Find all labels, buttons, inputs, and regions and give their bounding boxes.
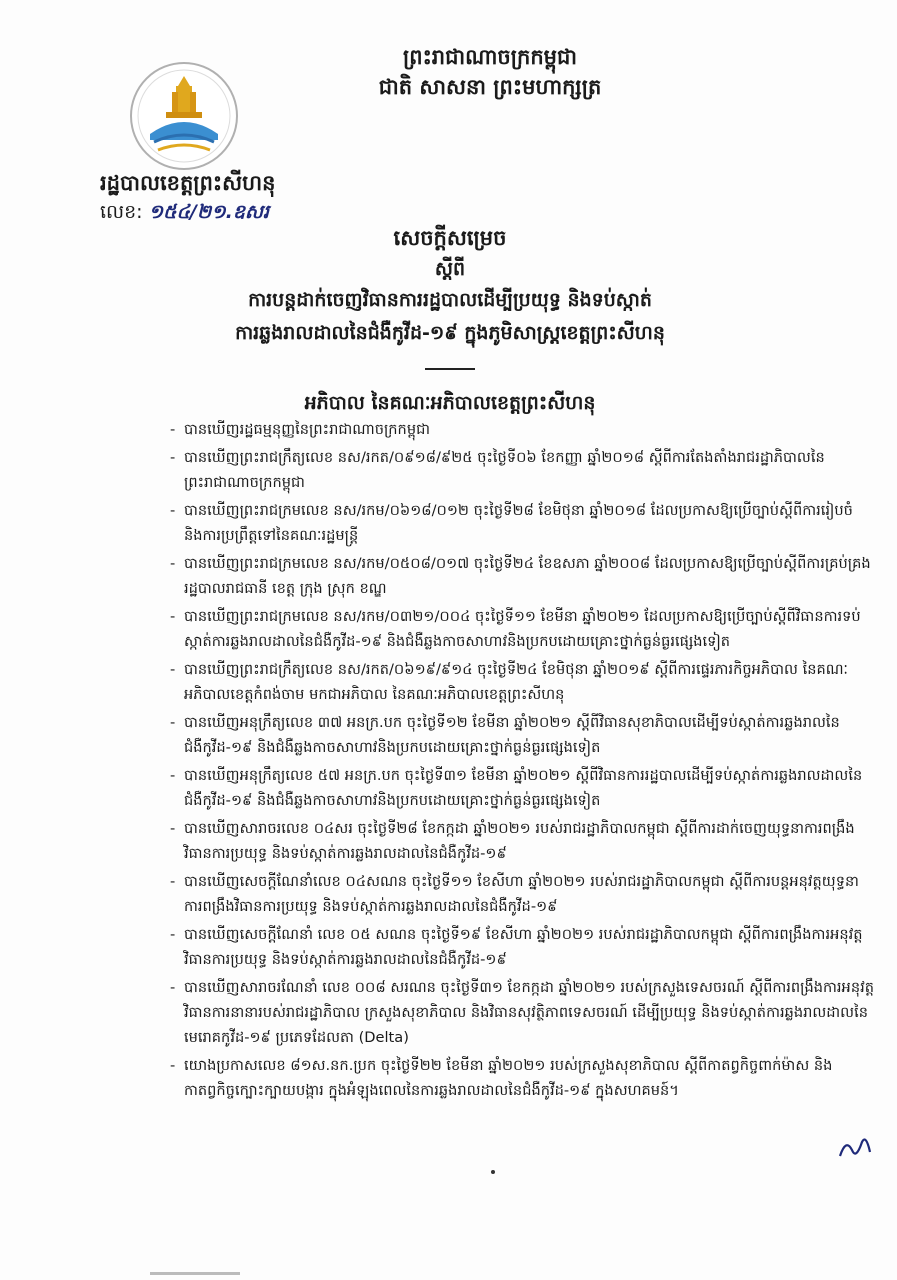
clause-dash: - — [170, 979, 176, 996]
clause-item — [170, 657, 876, 707]
clause-text: បានឃើញព្រះរាជក្រឹត្យលេខ នស/រកត/០៩១៨/៩២៥ ចុះថ្ងៃទី០៦ ខែកញ្ញា ឆ្នាំ២០១៨ ស្តីពីការតែងតាំងរាជរដ្ឋាភិបាលនៃព្រះរាជាណាចក្រកម្ពុជា — [184, 449, 825, 491]
clause-text: បានឃើញអនុក្រឹត្យលេខ ៣៧ អនក្រ.បក ចុះថ្ងៃទី១២ ខែមីនា ឆ្នាំ២០២១ ស្តីពីវិធានសុខាភិបាលដើម្បីទប់ស្កាត់ការឆ្លងរាលនៃជំងឺកូវីដ-១៩ និងជំងឺឆ្លងកាចសាហាវនិងប្រកបដោយគ្រោះថ្នាក់ធ្ងន់ធ្ងរផ្សេងទៀត — [184, 714, 840, 756]
clause-text: បានឃើញរដ្ឋធម្មនុញ្ញនៃព្រះរាជាណាចក្រកម្ពុជា — [184, 421, 430, 438]
clause-dash: - — [170, 714, 176, 731]
clause-text: បានឃើញសេចក្តីណែនាំ លេខ ០៥ សណន ចុះថ្ងៃទី១៩ ខែសីហា ឆ្នាំ២០២១ របស់រាជរដ្ឋាភិបាលកម្ពុជា ស្តីពីការពង្រឹងការអនុវត្តវិធានការប្រយុទ្ធ និងទប់ស្កាត់ការឆ្លងរាលដាលនៃជំងឺកូវីដ-១៩ — [184, 926, 863, 968]
clause-item — [170, 445, 876, 495]
clause-dash: - — [170, 661, 176, 678]
clause-text: បានឃើញសារាចរលេខ ០៤សរ ចុះថ្ងៃទី២៨ ខែកក្កដា ឆ្នាំ២០២១ របស់រាជរដ្ឋាភិបាលកម្ពុជា ស្តីពីការដាក់ចេញយុទ្ធនាការពង្រឹងវិធានការប្រយុទ្ធ និងទប់ស្កាត់ការឆ្លងរាលដាលនៃជំងឺកូវីដ-១៩ — [184, 820, 855, 862]
clause-item — [170, 869, 876, 919]
clause-dash: - — [170, 820, 176, 837]
clause-item — [170, 604, 876, 654]
clause-item — [170, 551, 876, 601]
clause-item — [170, 417, 876, 442]
clause-text: បានឃើញព្រះរាជក្រមលេខ នស/រកម/០៥០៨/០១៧ ចុះថ្ងៃទី២៤ ខែឧសភា ឆ្នាំ២០០៨ ដែលប្រកាសឱ្យប្រើច្បាប់ស្តីពីការគ្រប់គ្រងរដ្ឋបាលរាជធានី ខេត្ត ក្រុង ស្រុក ខណ្ឌ — [184, 555, 871, 597]
clause-item — [170, 1053, 876, 1103]
clause-item — [170, 710, 876, 760]
clause-item — [170, 498, 876, 548]
clause-dash: - — [170, 421, 176, 438]
clause-dash: - — [170, 449, 176, 466]
clause-item — [170, 922, 876, 972]
decision-title: សេចក្តីសម្រេច — [393, 226, 507, 250]
reference-value: ១៥៤/២១.ឧសរ — [148, 201, 270, 223]
clause-text: បានឃើញព្រះរាជក្រមលេខ នស/រកម/០៣២១/០០៤ ចុះថ្ងៃទី១១ ខែមីនា ឆ្នាំ២០២១ ដែលប្រកាសឱ្យប្រើច្បាប់ស្តីពីវិធានការទប់ស្កាត់ការឆ្លងរាលដាលនៃជំងឺកូវីដ-១៩ និងជំងឺឆ្លងកាចសាហាវនិងប្រកបដោយគ្រោះថ្នាក់ធ្ងន់ធ្ងរផ្សេងទៀត — [184, 608, 861, 650]
decision-subject-line-1: ការបន្តដាក់ចេញវិធានការរដ្ឋបាលដើម្បីប្រយុទ្ធ និងទប់ស្កាត់ — [248, 289, 652, 311]
clause-item — [170, 816, 876, 866]
governor-heading: អភិបាល នៃគណៈអភិបាលខេត្តព្រះសីហនុ — [304, 392, 596, 414]
title-divider — [425, 368, 475, 370]
clause-text: បានឃើញសេចក្តីណែនាំលេខ ០៤សណន ចុះថ្ងៃទី១១ ខែសីហា ឆ្នាំ២០២១ របស់រាជរដ្ឋាភិបាលកម្ពុជា ស្តីពីការបន្តអនុវត្តយុទ្ធនាការពង្រឹងវិធានការប្រយុទ្ធ និងទប់ស្កាត់ការឆ្លងរាលដាលនៃជំងឺកូវីដ-១៩ — [184, 873, 859, 915]
decision-titles — [140, 222, 760, 350]
scan-edge-mark — [150, 1272, 240, 1275]
kingdom-header — [300, 42, 680, 102]
clause-dash: - — [170, 555, 176, 572]
clause-dash: - — [170, 767, 176, 784]
clause-item — [170, 975, 876, 1050]
page-dot — [491, 1170, 495, 1174]
clause-dash: - — [170, 873, 176, 890]
clause-text: បានឃើញអនុក្រឹត្យលេខ ៥៧ អនក្រ.បក ចុះថ្ងៃទី៣១ ខែមីនា ឆ្នាំ២០២១ ស្តីពីវិធានការរដ្ឋបាលដើម្បីទប់ស្កាត់ការឆ្លងរាលដាលនៃជំងឺកូវីដ-១៩ និងជំងឺឆ្លងកាចសាហាវនិងប្រកបដោយគ្រោះថ្នាក់ធ្ងន់ធ្ងរផ្សេងទៀត — [184, 767, 863, 809]
clause-text: យោងប្រកាសលេខ ៨១ស.នក.ប្រក ចុះថ្ងៃទី២២ ខែមីនា ឆ្នាំ២០២១ របស់ក្រសួងសុខាភិបាល ស្តីពីកាតព្វកិច្ចពាក់ម៉ាស និងកាតព្វកិច្ចក្បោះក្បាយបង្ការ ក្នុងអំឡុងពេលនៃការឆ្លងរាលដាលនៃជំងឺកូវីដ-១៩ ក្នុងសហគមន៍។ — [184, 1057, 833, 1099]
national-motto: ជាតិ សាសនា ព្រះមហាក្សត្រ — [378, 75, 602, 99]
admin-name: រដ្ឋបាលខេត្តព្រះសីហនុ — [100, 171, 276, 195]
clause-dash: - — [170, 1057, 176, 1074]
clause-item — [170, 763, 876, 813]
clause-text: បានឃើញសារាចរណែនាំ លេខ ០០៨ សរណន ចុះថ្ងៃទី៣១ ខែកក្កដា ឆ្នាំ២០២១ របស់ក្រសួងទេសចរណ៍ ស្តីពីការពង្រឹងការអនុវត្តវិធានការនានារបស់រាជរដ្ឋាភិបាល ក្រសួងសុខាភិបាល និងវិធានសុវត្ថិភាពទេសចរណ៍ ដើម្បីប្រយុទ្ធ និងទប់ស្កាត់ការឆ្លងរាលដាលនៃមេរោគកូវីដ-១៩ ប្រភេទដែលតា (Delta) — [184, 979, 874, 1046]
clause-text: បានឃើញព្រះរាជក្រឹត្យលេខ នស/រកត/០៦១៩/៩១៤ ចុះថ្ងៃទី២៤ ខែមិថុនា ឆ្នាំ២០១៩ ស្តីពីការផ្ទេរភារកិច្ចអភិបាល នៃគណៈអភិបាលខេត្តកំពង់ចាម មកជាអភិបាល នៃគណៈអភិបាលខេត្តព្រះសីហនុ — [184, 661, 848, 703]
decision-about: ស្តីពី — [434, 258, 466, 280]
kingdom-title: ព្រះរាជាណាចក្រកម្ពុជា — [402, 45, 577, 69]
reference-label: លេខ: — [100, 201, 143, 223]
clause-dash: - — [170, 608, 176, 625]
handwritten-initial-icon — [836, 1130, 876, 1164]
clause-dash: - — [170, 926, 176, 943]
clause-text: បានឃើញព្រះរាជក្រមលេខ នស/រកម/០៦១៨/០១២ ចុះថ្ងៃទី២៨ ខែមិថុនា ឆ្នាំ២០១៨ ដែលប្រកាសឱ្យប្រើច្បាប់ស្តីពីការរៀបចំ និងការប្រព្រឹត្តទៅនៃគណៈរដ្ឋមន្ត្រី — [184, 502, 853, 544]
decision-subject-line-2: ការឆ្លងរាលដាលនៃជំងឺកូវីដ-១៩ ក្នុងភូមិសាស្ត្រខេត្តព្រះសីហនុ — [235, 322, 665, 344]
issuing-authority — [100, 168, 360, 226]
clause-dash: - — [170, 502, 176, 519]
provincial-seal-icon — [128, 60, 240, 172]
clause-list — [170, 417, 876, 1106]
